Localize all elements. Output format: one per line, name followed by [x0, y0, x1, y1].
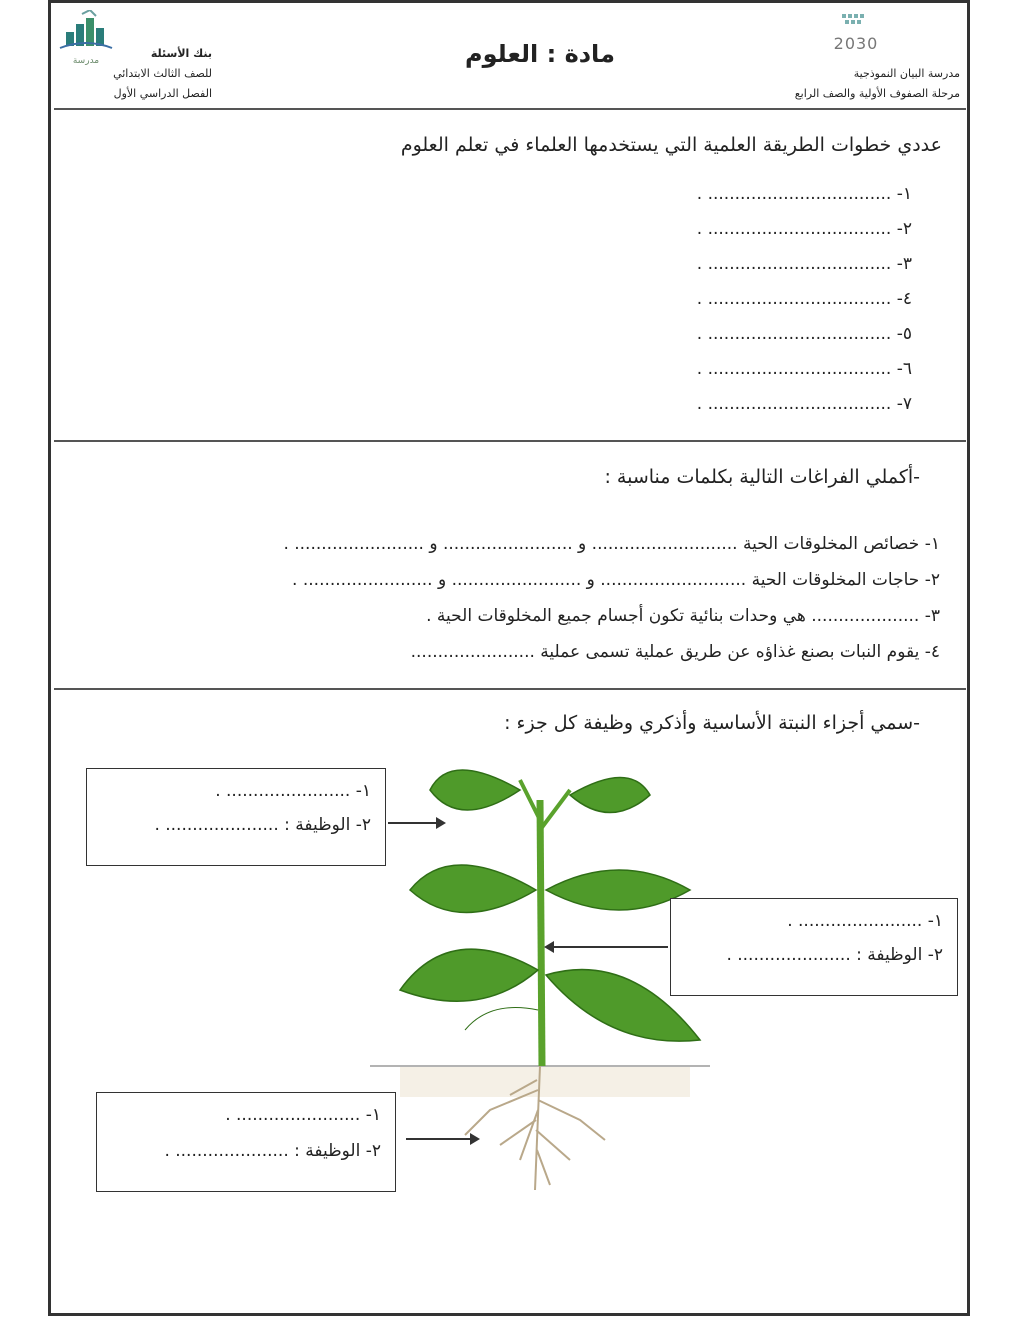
box-leaf-name-line[interactable]: ١- ....................... . — [215, 781, 371, 801]
section1-question: عددي خطوات الطريقة العلمية التي يستخدمها العلماء في تعلم العلوم — [400, 134, 942, 156]
section2-list — [80, 534, 940, 678]
arrow-to-leaf — [388, 822, 444, 824]
section2-item-2[interactable]: ٢- حاجات المخلوقات الحية ........................... و ........................ و ........................ . — [292, 570, 940, 590]
section1-divider — [54, 440, 966, 442]
box-leaf-function-line[interactable]: ٢- الوظيفة : ..................... . — [154, 815, 371, 835]
header-divider — [54, 108, 966, 110]
header-left-line-2: للصف الثالث الابتدائي — [113, 67, 212, 80]
vision-2030-logo — [826, 12, 886, 52]
section2-item-1[interactable]: ١- خصائص المخلوقات الحية ........................... و ........................ و ........................ . — [283, 534, 940, 554]
header-right-line-1: مدرسة البيان النموذجية — [853, 67, 960, 80]
box-stem-function-line[interactable]: ٢- الوظيفة : ..................... . — [726, 945, 943, 965]
section1-item-7[interactable]: ٧- .................................. . — [696, 394, 912, 414]
vision-logo-text: 2030 — [833, 34, 879, 53]
box-stem-name-line[interactable]: ١- ....................... . — [787, 911, 943, 931]
plant-part-box-leaf[interactable] — [86, 768, 386, 866]
section3-question: -سمي أجزاء النبتة الأساسية وأذكري وظيفة كل جزء : — [504, 712, 920, 734]
stem — [540, 800, 542, 1066]
header-left-line-3: الفصل الدراسي الأول — [113, 87, 212, 100]
section1-item-6[interactable]: ٦- .................................. . — [696, 359, 912, 379]
leaves — [400, 770, 700, 1041]
left-logo-text: مدرسة — [72, 56, 100, 66]
plant-illustration — [370, 760, 710, 1200]
section1-item-1[interactable]: ١- .................................. . — [696, 184, 912, 204]
arrow-to-stem — [546, 946, 668, 948]
header-right-line-2: مرحلة الصفوف الأولية والصف الرابع — [794, 87, 960, 100]
section2-item-4[interactable]: ٤- يقوم النبات بصنع غذاؤه عن طريق عملية تسمى عملية ....................... — [410, 642, 940, 662]
plant-part-box-root[interactable] — [96, 1092, 396, 1192]
section2-divider — [54, 688, 966, 690]
section1-list — [612, 184, 912, 429]
box-root-name-line[interactable]: ١- ....................... . — [225, 1105, 381, 1125]
box-root-function-line[interactable]: ٢- الوظيفة : ..................... . — [164, 1141, 381, 1161]
section2-question: -أكملي الفراغات التالية بكلمات مناسبة : — [604, 466, 920, 488]
section1-item-2[interactable]: ٢- .................................. . — [696, 219, 912, 239]
header-left-info — [62, 44, 212, 104]
page-title: مادة : العلوم — [465, 40, 615, 68]
section1-item-5[interactable]: ٥- .................................. . — [696, 324, 912, 344]
header-right-info — [760, 64, 960, 104]
section1-item-3[interactable]: ٣- .................................. . — [696, 254, 912, 274]
section2-item-3[interactable]: ٣- .................... هي وحدات بنائية تكون أجسام جميع المخلوقات الحية . — [426, 606, 940, 626]
section1-item-4[interactable]: ٤- .................................. . — [696, 289, 912, 309]
soil-area — [400, 1067, 690, 1097]
arrow-to-root — [406, 1138, 478, 1140]
plant-part-box-stem[interactable] — [670, 898, 958, 996]
header-left-line-1: بنك الأسئلة — [150, 47, 212, 60]
